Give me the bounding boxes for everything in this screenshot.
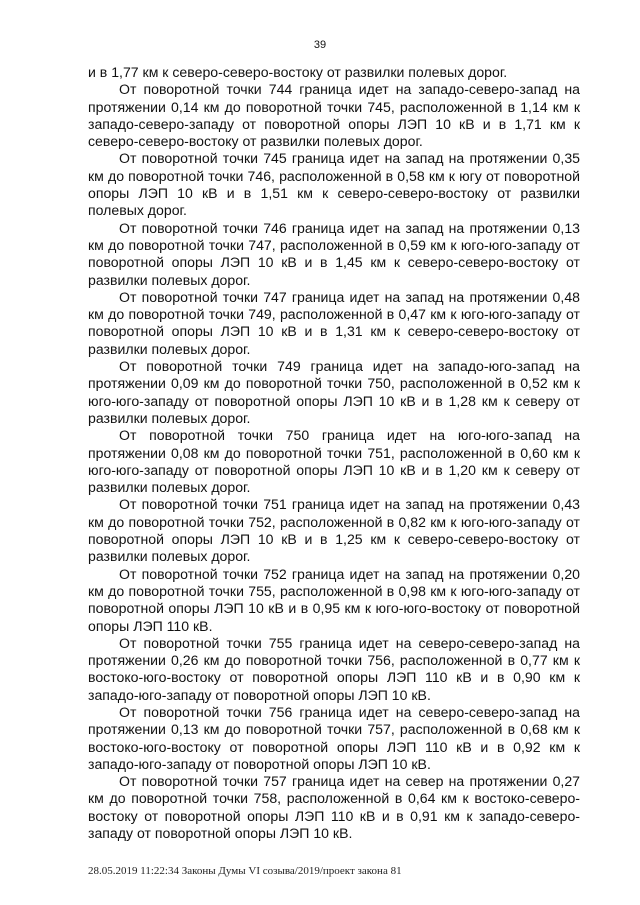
paragraph: От поворотной точки 751 граница идет на запад на протяжении 0,43 км до поворотной точки 752, расположенной в 0,82 км к юго-юго-западу от поворотной опоры ЛЭП 10 кВ и в 1,25 км к северо-северо-востоку от развилки полевых дорог. — [88, 496, 580, 565]
document-footer: 28.05.2019 11:22:34 Законы Думы VI созыва/2019/проект закона 81 — [88, 865, 402, 877]
paragraph: От поворотной точки 747 граница идет на запад на протяжении 0,48 км до поворотной точки 749, расположенной в 0,47 км к юго-юго-западу от поворотной опоры ЛЭП 10 кВ и в 1,31 км к северо-северо-востоку от развилки полевых дорог. — [88, 288, 580, 357]
paragraph: От поворотной точки 750 граница идет на юго-юго-запад на протяжении 0,08 км до поворотной точки 751, расположенной в 0,60 км к юго-юго-западу от поворотной опоры ЛЭП 10 кВ и в 1,20 км к северу от развилки полевых дорог. — [88, 427, 580, 496]
paragraph: От поворотной точки 746 граница идет на запад на протяжении 0,13 км до поворотной точки 747, расположенной в 0,59 км к юго-юго-западу от поворотной опоры ЛЭП 10 кВ и в 1,45 км к северо-северо-востоку от развилки полевых дорог. — [88, 219, 580, 288]
paragraph: От поворотной точки 756 граница идет на северо-северо-запад на протяжении 0,13 км до поворотной точки 757, расположенной в 0,68 км к востоко-юго-востоку от поворотной опоры ЛЭП 110 кВ и в 0,92 км к западо-юго-западу от поворотной опоры ЛЭП 10 кВ. — [88, 703, 580, 772]
paragraph: От поворотной точки 752 граница идет на запад на протяжении 0,20 км до поворотной точки 755, расположенной в 0,98 км к юго-юго-западу от поворотной опоры ЛЭП 10 кВ и в 0,95 км к юго-юго-востоку от поворотной опоры ЛЭП 110 кВ. — [88, 565, 580, 634]
page-number: 39 — [313, 39, 327, 51]
paragraph: От поворотной точки 745 граница идет на запад на протяжении 0,35 км до поворотной точки 746, расположенной в 0,58 км к югу от поворотной опоры ЛЭП 10 кВ и в 1,51 км к северо-северо-востоку от развилки полевых дорог. — [88, 150, 580, 219]
paragraph: От поворотной точки 755 граница идет на северо-северо-запад на протяжении 0,26 км до поворотной точки 756, расположенной в 0,77 км к востоко-юго-востоку от поворотной опоры ЛЭП 110 кВ и в 0,90 км к западо-юго-западу от поворотной опоры ЛЭП 10 кВ. — [88, 634, 580, 703]
paragraph: От поворотной точки 749 граница идет на западо-юго-запад на протяжении 0,09 км до поворотной точки 750, расположенной в 0,52 км к юго-юго-западу от поворотной опоры ЛЭП 10 кВ и в 1,28 км к северу от развилки полевых дорог. — [88, 358, 580, 426]
paragraph: От поворотной точки 744 граница идет на западо-северо-запад на протяжении 0,14 км до поворотной точки 745, расположенной в 1,14 км к западо-северо-западу от поворотной опоры ЛЭП 10 кВ и в 1,71 км к северо-северо-востоку от развилки полевых дорог. — [88, 81, 580, 150]
paragraph: От поворотной точки 757 граница идет на север на протяжении 0,27 км до поворотной точки 758, расположенной в 0,64 км к востоко-северо-востоку от поворотной опоры ЛЭП 110 кВ и в 0,91 км к западо-северо-западу от поворотной опоры ЛЭП 10 кВ. — [88, 773, 580, 842]
paragraph: и в 1,77 км к северо-северо-востоку от развилки полевых дорог. — [88, 64, 508, 80]
document-body — [88, 64, 580, 842]
